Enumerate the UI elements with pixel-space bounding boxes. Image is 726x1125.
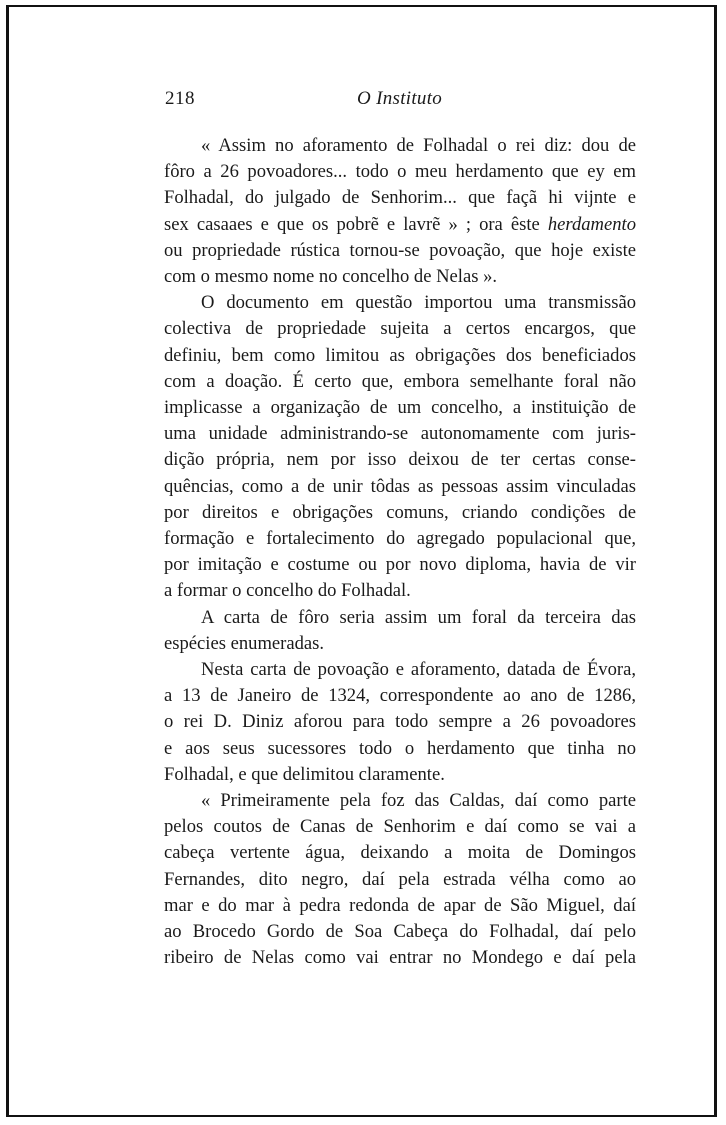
text-line: implicasse a organização de um concelho, a instituição de: [164, 397, 636, 419]
text-line: mar e do mar à pedra redonda de apar de São Miguel, daí: [164, 894, 636, 916]
paragraph-4: [164, 657, 636, 788]
text-line: espécies enumeradas.: [164, 632, 325, 654]
text-line: Nesta carta de povoação e aforamento, datada de Évora,: [201, 659, 636, 681]
text-line: formação e fortalecimento do agregado populacional que,: [164, 528, 636, 550]
text-line: ou propriedade rústica tornou-se povoação, que hoje existe: [164, 239, 636, 261]
text-line: cabeça vertente água, deixando a moita de Domingos: [164, 842, 636, 864]
page-header: [165, 88, 637, 116]
running-title: O Instituto: [357, 88, 443, 109]
text-line: quências, como a de unir tôdas as pessoas assim vinculadas: [164, 475, 636, 497]
text-line: Folhadal, e que delimitou claramente.: [164, 763, 445, 785]
text-line: o rei D. Diniz aforou para todo sempre a 26 povoadores: [164, 711, 636, 733]
text-line: por imitação e costume ou por novo diploma, havia de vir: [164, 554, 636, 576]
paragraph-2: [164, 290, 636, 604]
text-line: « Assim no aforamento de Folhadal o rei diz: dou de: [201, 135, 636, 156]
text-line: ribeiro de Nelas como vai entrar no Mondego e daí pela: [164, 947, 636, 969]
text-line: [164, 212, 636, 238]
body-text: [164, 133, 636, 972]
text-line: por direitos e obrigações comuns, criando condições de: [164, 501, 636, 523]
paragraph-5: [164, 788, 636, 971]
page-number: 218: [165, 88, 195, 109]
text-line: colectiva de propriedade sujeita a certos encargos, que: [164, 318, 636, 340]
text-fragment: sex casaaes e que os pobrẽ e lavrẽ » ; ora êste: [164, 213, 548, 235]
text-line: ao Brocedo Gordo de Soa Cabeça do Folhadal, daí pelo: [164, 921, 636, 943]
paragraph-3: [164, 605, 636, 657]
text-line: pelos coutos de Canas de Senhorim e daí como se vai a: [164, 816, 636, 838]
text-line: com o mesmo nome no concelho de Nelas ».: [164, 266, 498, 288]
text-line: com a doação. É certo que, embora semelhante foral não: [164, 370, 636, 392]
text-line: « Primeiramente pela foz das Caldas, daí como parte: [201, 790, 636, 812]
paragraph-1: [164, 133, 636, 290]
text-line: definiu, bem como limitou as obrigações dos beneficiados: [164, 344, 636, 366]
text-line: Folhadal, do julgado de Senhorim... que façã hi vijnte e: [164, 187, 636, 209]
text-line: A carta de fôro seria assim um foral da terceira das: [201, 606, 636, 628]
text-line: O documento em questão importou uma transmissão: [201, 292, 636, 314]
text-line: a formar o concelho do Folhadal.: [164, 580, 411, 602]
text-line: e aos seus sucessores todo o herdamento que tinha no: [164, 737, 636, 759]
text-line: uma unidade administrando-se autonomamente com juris-: [164, 423, 636, 445]
text-line: Fernandes, dito negro, daí pela estrada vélha como ao: [164, 868, 636, 890]
text-line: fôro a 26 povoadores... todo o meu herdamento que ey em: [164, 161, 636, 183]
text-line: dição própria, nem por isso deixou de ter certas conse-: [164, 449, 636, 471]
text-line: a 13 de Janeiro de 1324, correspondente ao ano de 1286,: [164, 685, 636, 707]
italic-term: herdamento: [547, 213, 636, 235]
